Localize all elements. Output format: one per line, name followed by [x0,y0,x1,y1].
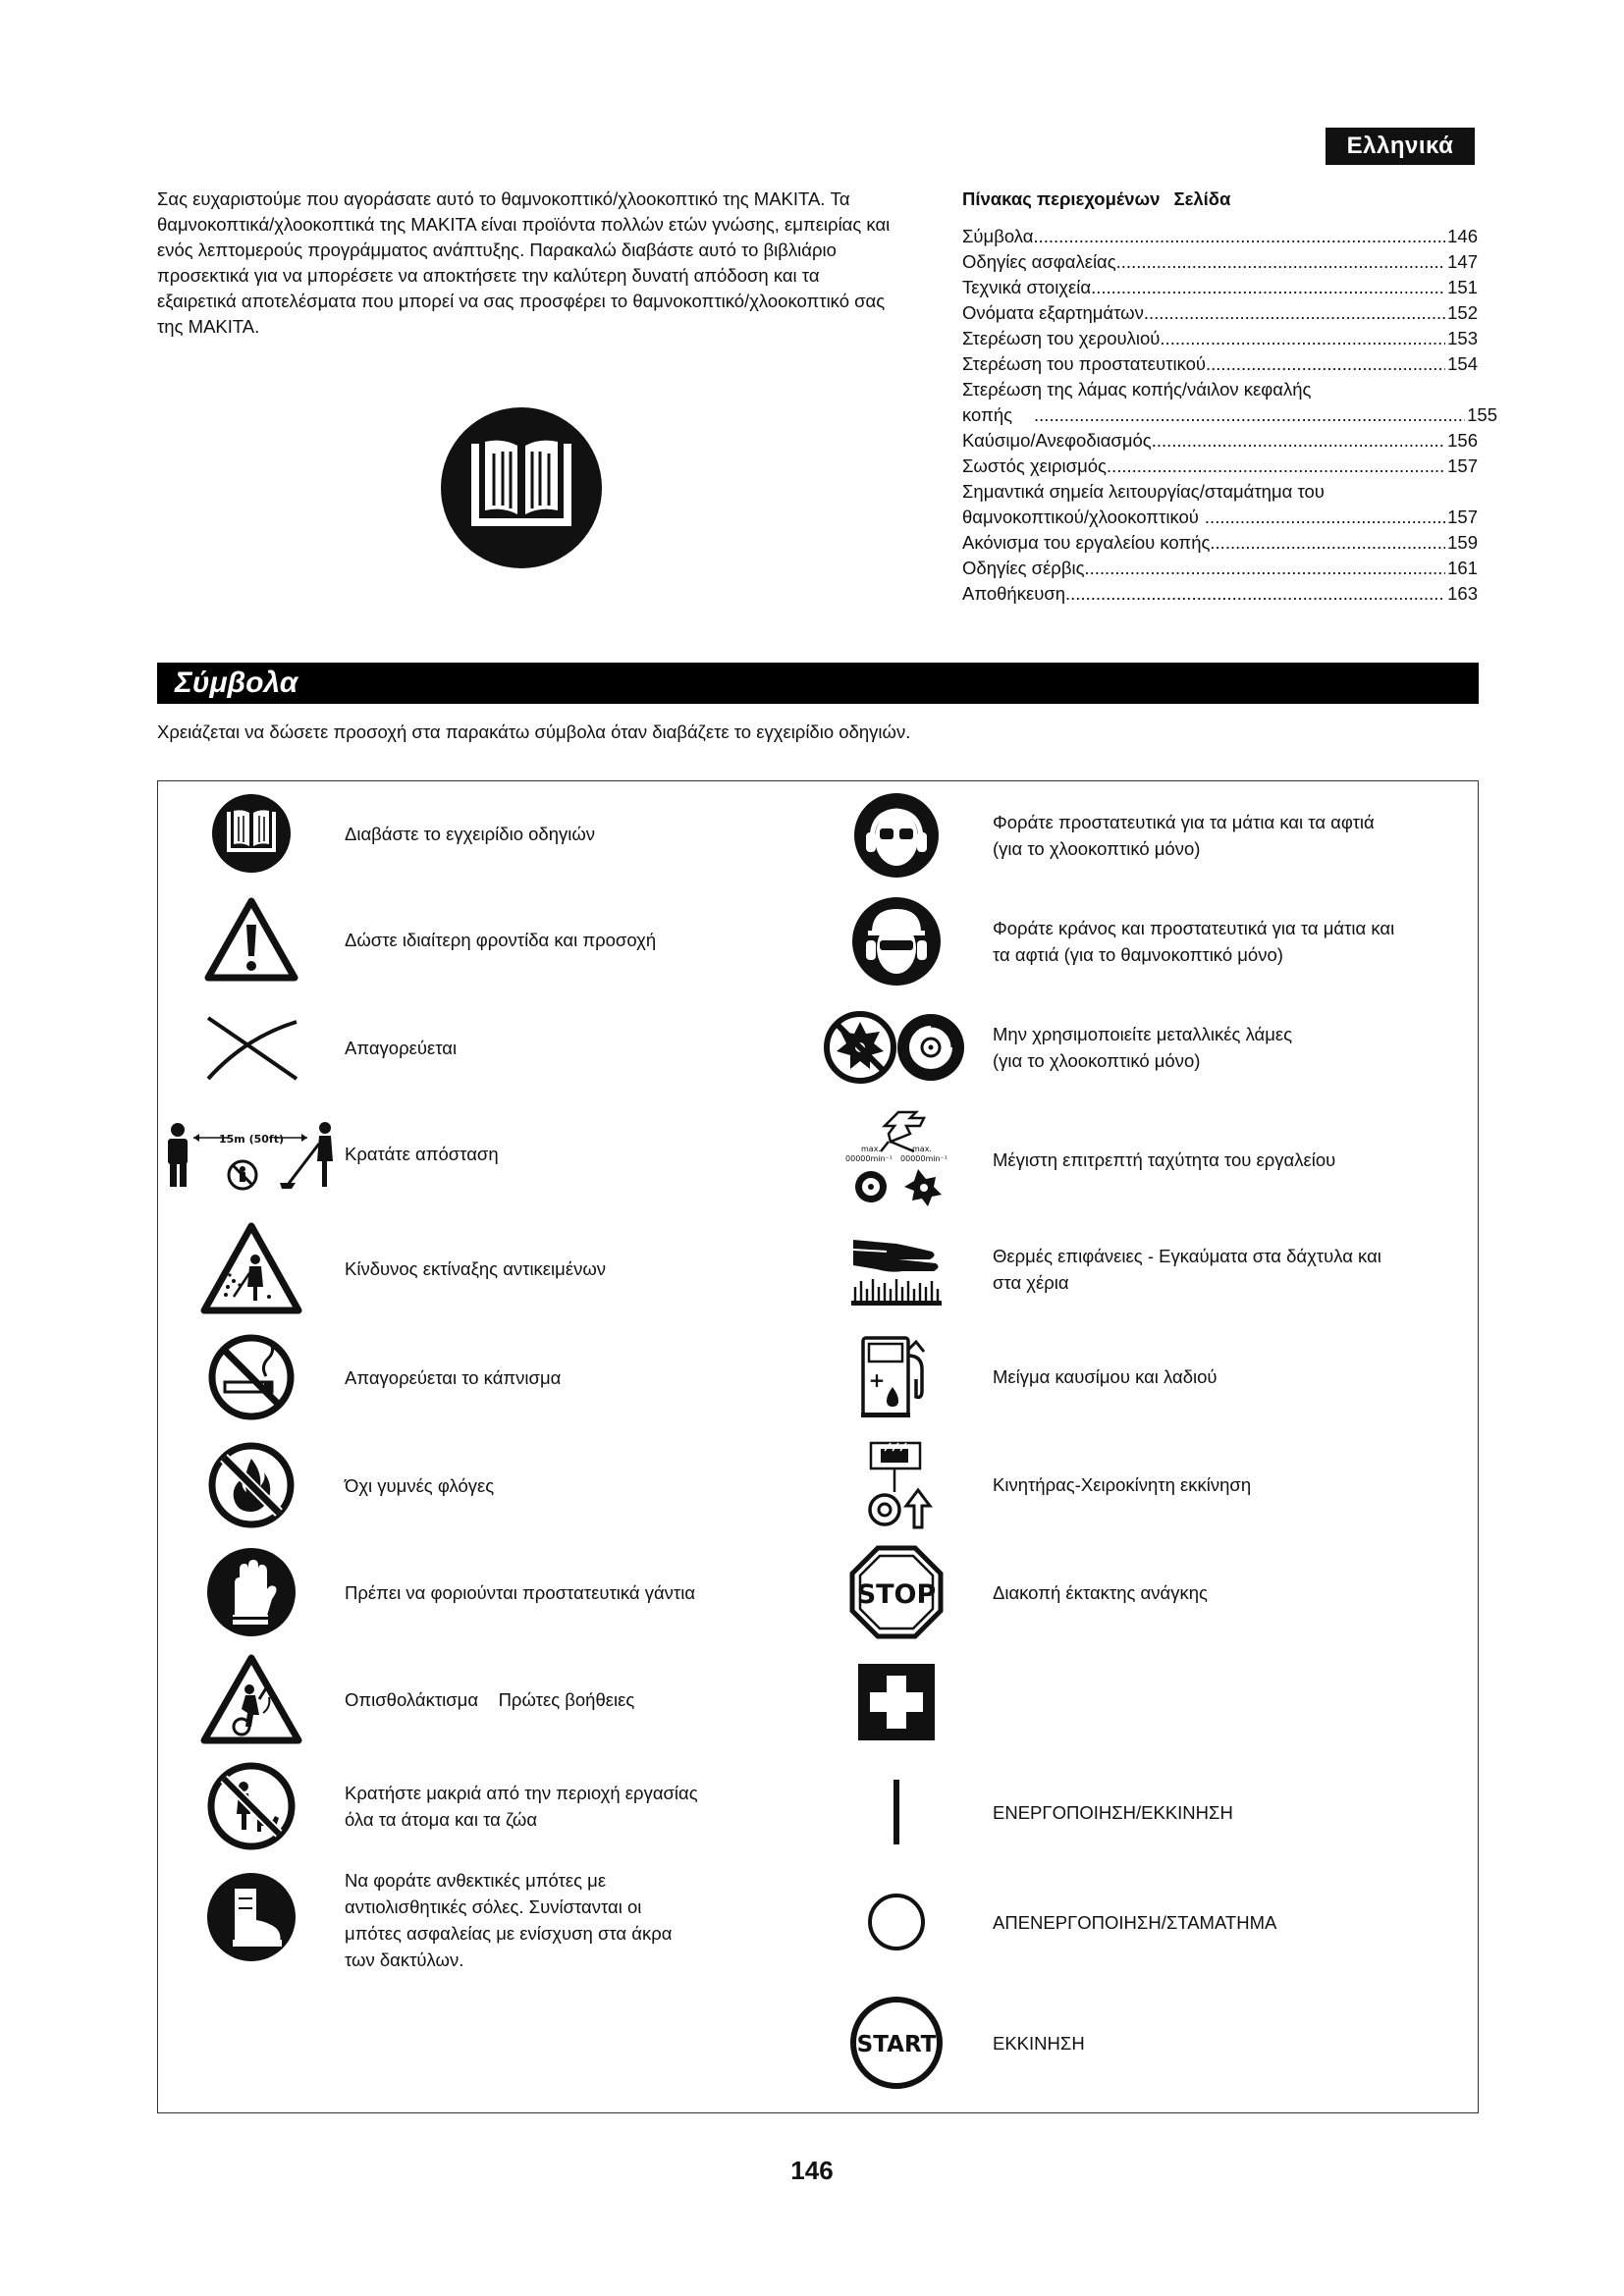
symbol-label: Φοράτε προστατευτικά για τα μάτια και τα αφτιά (για το χλοοκοπτικό μόνο) [993,812,1375,859]
symbol-label: Διαβάστε το εγχειρίδιο οδηγιών [345,823,596,844]
toc-item-wrapped-first-line[interactable]: Σημαντικά σημεία λειτουργίας/σταμάτημα του [962,481,1325,502]
table-of-contents [962,187,1497,607]
fuel-oil-mix-icon [816,1332,977,1420]
svg-text:START: START [856,2032,937,2057]
toc-item[interactable]: Σωστός χειρισμός ..... 157 [962,454,1478,479]
symbol-row [158,1867,672,1975]
symbol-label: Κινητήρας-Χειροκίνητη εκκίνηση [993,1473,1252,1495]
symbol-label: ΑΠΕΝΕΡΓΟΠΟΙΗΣΗ/ΣΤΑΜΑΤΗΜΑ [993,1911,1277,1933]
symbol-label: Πρέπει να φοριούνται προστατευτικά γάντια [345,1581,696,1603]
symbol-label: Όχι γυμνές φλόγες [345,1474,495,1496]
stop-sign-icon [816,1544,977,1640]
toc-item[interactable]: Αποθήκευση ..... 163 [962,581,1478,607]
symbol-row [158,1439,494,1531]
toc-item[interactable]: Οδηγίες ασφαλείας ..... 147 [962,249,1478,275]
symbol-label: Φοράτε κράνος και προστατευτικά για τα μάτια και τα αφτιά (για το θαμνοκοπτικό μόνο) [993,918,1395,965]
symbol-row [158,1005,457,1090]
symbol-label: Οπισθολάκτισμα Πρώτες βοήθειες [345,1688,635,1710]
symbol-row [816,1993,1085,2093]
svg-text:00000min⁻¹: 00000min⁻¹ [845,1154,893,1163]
symbol-row [158,791,595,876]
no-smoking-icon [158,1333,345,1421]
read-manual-icon [158,792,345,875]
symbol-row [816,1105,1335,1213]
svg-text:STOP: STOP [856,1579,937,1610]
svg-text:max.: max. [912,1145,932,1153]
toc-title: Πίνακας περιεχομένων Σελίδα [962,188,1231,209]
language-tab: Ελληνικά [1326,128,1475,165]
toc-item[interactable]: Οδηγίες σέρβις ..... 161 [962,556,1478,581]
power-on-icon [816,1778,977,1846]
symbol-label: Μείγμα καυσίμου και λαδιού [993,1365,1218,1387]
symbol-row [816,1543,1208,1641]
symbol-label: Κρατάτε απόσταση [345,1143,499,1164]
distance-label: 15m (50ft) [218,1133,285,1146]
toc-item[interactable]: Τεχνικά στοιχεία ..... 151 [962,275,1478,300]
page-number: 146 [790,2156,834,2185]
section-heading-symbols: Σύμβολα [157,663,1479,704]
svg-text:max.: max. [861,1145,881,1153]
toc-item-wrapped-first-line[interactable]: Στερέωση της λάμας κοπής/νάιλον κεφαλής [962,379,1312,400]
symbol-label: ΕΝΕΡΓΟΠΟΙΗΣΗ/ΕΚΚΙΝΗΣΗ [993,1801,1233,1823]
warning-triangle-icon [158,897,345,982]
toc-item[interactable]: Στερέωση του χερουλιού ..... 153 [962,326,1478,351]
toc-item-wrapped-second-line[interactable]: κοπής ..... 155 [962,402,1497,428]
symbol-row [158,1111,499,1196]
start-icon [816,1996,977,2090]
symbol-label: Μην χρησιμοποιείτε μεταλλικές λάμες (για το χλοοκοπτικό μόνο) [993,1024,1293,1071]
symbol-label: Κρατήστε μακριά από την περιοχή εργασίας όλα τα άτομα και τα ζώα [345,1783,698,1830]
intro-paragraph: Σας ευχαριστούμε που αγοράσατε αυτό το θαμνοκοπτικό/χλοοκοπτικό της MAKITA. Τα θαμνοκοπτικά/χλοοκοπτικά της MAKITA είναι προϊόντα πολλών ετών γνώσης, εμπειρίας και ενός λεπτομερούς προγράμματος ανάπτυξης. Παρακαλώ διαβάστε αυτό το βιβλιάριο προσεκτικά για να μπορέσετε να αποκτήσετε την καλύτερη δυνατή απόδοση και τα εξαιρετικά αποτελέσματα που μπορεί να σας προσφέρει το θαμνοκοπτικό/χλοοκοπτικό σας της MAKITA. [157,188,891,337]
toc-item[interactable]: Καύσιμο/Ανεφοδιασμός ..... 156 [962,428,1478,454]
toc-item[interactable]: Στερέωση του προστατευτικού ..... 154 [962,351,1478,377]
manual-start-icon [816,1437,977,1531]
symbols-table [157,780,1479,2113]
keep-distance-icon [158,1114,345,1193]
symbol-label: Κίνδυνος εκτίναξης αντικειμένων [345,1257,607,1279]
symbol-row [158,1219,606,1317]
kickback-icon [158,1654,345,1744]
symbol-row [816,791,1375,880]
symbol-row [816,1327,1218,1425]
symbol-row [158,1333,561,1421]
symbol-row [816,1225,1381,1313]
symbol-label: Θερμές επιφάνειες - Εγκαύματα στα δάχτυλα και στα χέρια [993,1246,1381,1293]
eye-ear-protection-icon [816,791,977,880]
symbol-row [816,1003,1292,1092]
symbol-row [816,1873,1276,1971]
keep-away-people-animals-icon [158,1761,345,1851]
symbol-label: Απαγορεύεται το κάπνισμα [345,1366,562,1388]
symbol-label: Μέγιστη επιτρεπτή ταχύτητα του εργαλείου [993,1148,1336,1170]
symbol-row [158,1759,698,1853]
prohibited-cross-icon [158,1008,345,1087]
svg-text:00000min⁻¹: 00000min⁻¹ [900,1154,947,1163]
symbol-label: Να φοράτε ανθεκτικές μπότες με αντιολισθητικές σόλες. Συνίστανται οι μπότες ασφαλείας με ενίσχυση στα άκρα των δακτύλων. [345,1870,673,1970]
flying-objects-icon [158,1222,345,1314]
no-open-flame-icon [158,1441,345,1529]
symbol-row [816,1655,993,1749]
symbol-label: Δώστε ιδιαίτερη φροντίδα και προσοχή [345,929,657,950]
hot-surface-icon [816,1230,977,1308]
first-aid-icon [816,1662,977,1742]
svg-text:+: + [868,1368,886,1392]
symbol-row [158,1651,634,1747]
read-manual-large-icon [438,404,605,576]
symbol-label: Απαγορεύεται [345,1037,458,1058]
toc-item[interactable]: Ακόνισμα του εργαλείου κοπής ..... 159 [962,530,1478,556]
symbol-row [158,895,656,984]
symbol-label: ΕΚΚΙΝΗΣΗ [993,2032,1085,2054]
toc-item[interactable]: Ονόματα εξαρτημάτων ..... 152 [962,300,1478,326]
section-description: Χρειάζεται να δώσετε προσοχή στα παρακάτω σύμβολα όταν διαβάζετε το εγχειρίδιο οδηγιών. [157,721,911,742]
toc-item-wrapped-second-line[interactable]: θαμνοκοπτικού/χλοοκοπτικού ..... 157 [962,505,1478,530]
symbol-row [816,1435,1251,1533]
symbol-row [816,893,1394,989]
no-metal-blades-icon [816,1008,977,1087]
gloves-icon [158,1546,345,1638]
safety-boots-icon [158,1871,345,1963]
toc-item[interactable]: Σύμβολα ..... 146 [962,224,1478,249]
power-off-icon [816,1891,977,1953]
helmet-eye-ear-protection-icon [816,895,977,988]
symbol-row [158,1545,695,1639]
symbol-row [816,1763,1233,1861]
max-speed-icon [816,1106,977,1212]
symbol-label: Διακοπή έκτακτης ανάγκης [993,1581,1208,1603]
